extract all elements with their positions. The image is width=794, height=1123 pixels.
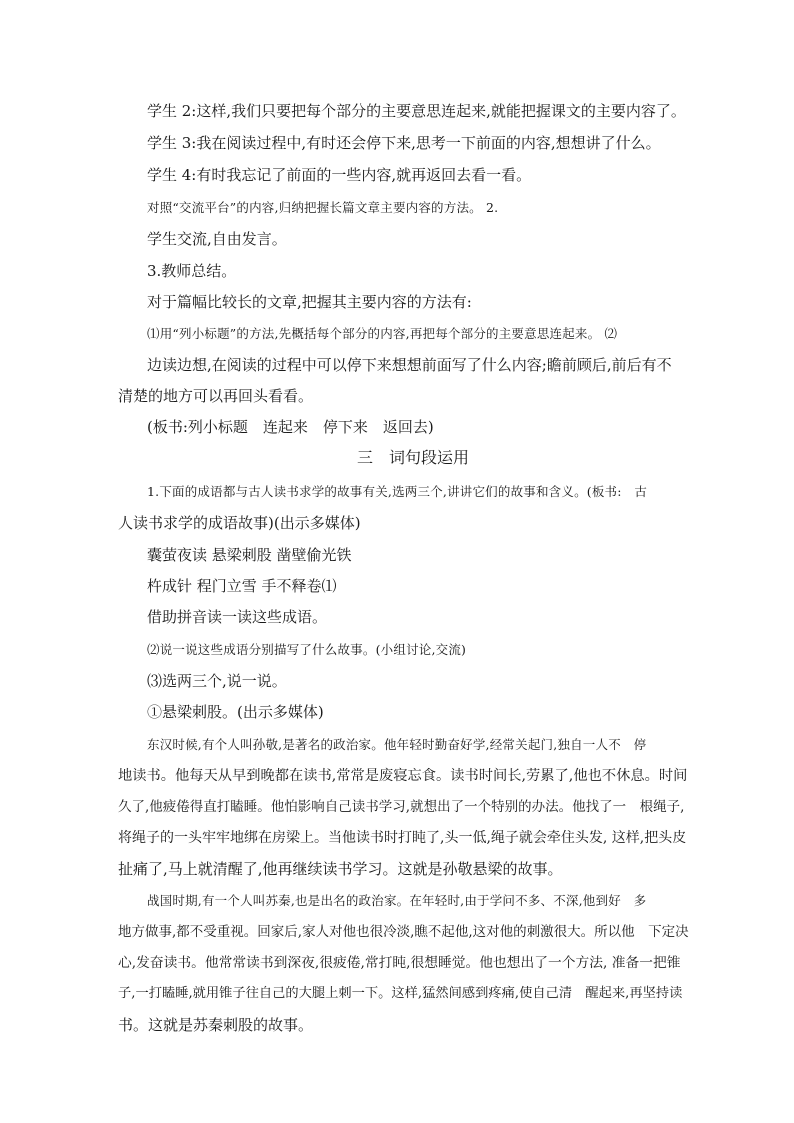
paragraph-student-3: 学生 3:我在阅读过程中,有时还会停下来,思考一下前面的内容,想想讲了什么。 bbox=[147, 134, 661, 152]
paragraph-idioms-task-line1: 1.下面的成语都与古人读书求学的故事有关,选两三个,讲讲它们的故事和含义。(板书: 古 bbox=[147, 484, 648, 499]
paragraph-compare-platform: 对照“交流平台”的内容,归纳把握长篇文章主要内容的方法。 2. bbox=[147, 200, 499, 215]
paragraph-describe-stories: ⑵说一说这些成语分别描写了什么故事。(小组讨论,交流) bbox=[147, 642, 467, 657]
paragraph-read-pinyin: 借助拼音读一读这些成语。 bbox=[147, 608, 328, 626]
section-heading: 三 词句段运用 bbox=[357, 448, 470, 467]
story-suqin-line5: 书。这就是苏秦刺股的故事。 bbox=[118, 1016, 314, 1034]
paragraph-methods-intro: 对于篇幅比较长的文章,把握其主要内容的方法有: bbox=[147, 293, 472, 311]
idiom-list-line1: 囊萤夜读 悬梁刺股 凿壁偷光铁 bbox=[147, 546, 352, 564]
paragraph-student-exchange: 学生交流,自由发言。 bbox=[147, 230, 287, 248]
idiom-list-line2: 杵成针 程门立雪 手不释卷⑴ bbox=[147, 577, 337, 595]
paragraph-board-notes: (板书:列小标题 连起来 停下来 返回去) bbox=[147, 418, 434, 436]
paragraph-student-4: 学生 4:有时我忘记了前面的一些内容,就再返回去看一看。 bbox=[147, 166, 532, 184]
paragraph-choose-two: ⑶选两三个,说一说。 bbox=[147, 672, 287, 690]
story-sunjing-line2: 地读书。他每天从早到晚都在读书,常常是废寝忘食。读书时间长,劳累了,他也不休息。时间 bbox=[118, 768, 688, 784]
paragraph-method-1: ⑴用“列小标题”的方法,先概括每个部分的内容,再把每个部分的主要意思连起来。 ⑵ bbox=[147, 326, 618, 341]
story-suqin-line4: 子,一打瞌睡,就用锥子往自己的大腿上刺一下。这样,猛然间感到疼痛,使自己清 醒起来,再坚持读 bbox=[118, 986, 683, 1001]
paragraph-method-2-line1: 边读边想,在阅读的过程中可以停下来想想前面写了什么内容;瞻前顾后,前后有不 bbox=[147, 356, 672, 374]
story-suqin-line2: 地方做事,都不受重视。回家后,家人对他也很冷淡,瞧不起他,这对他的刺激很大。所以他 下定决 bbox=[118, 924, 689, 940]
story-suqin-line1: 战国时期,有一个人叫苏秦,也是出名的政治家。在年轻时,由于学问不多、不深,他到好 多 bbox=[147, 893, 647, 908]
paragraph-xuanliang-title: ①悬梁刺股。(出示多媒体) bbox=[147, 703, 324, 721]
story-suqin-line3: 心,发奋读书。他常常读书到深夜,很疲倦,常打盹,很想睡觉。他也想出了一个方法, 准备一把锥 bbox=[118, 955, 681, 971]
story-sunjing-line5: 扯痛了,马上就清醒了,他再继续读书学习。这就是孙敬悬梁的故事。 bbox=[118, 860, 563, 878]
story-sunjing-line1: 东汉时候,有个人叫孙敬,是著名的政治家。他年轻时勤奋好学,经常关起门,独自一人不 停 bbox=[147, 737, 647, 752]
paragraph-teacher-summary: 3.教师总结。 bbox=[147, 262, 237, 280]
paragraph-idioms-task-line2: 人读书求学的成语故事)(出示多媒体) bbox=[118, 514, 361, 532]
paragraph-method-2-line2: 清楚的地方可以再回头看看。 bbox=[118, 387, 314, 405]
paragraph-student-2: 学生 2:这样,我们只要把每个部分的主要意思连起来,就能把握课文的主要内容了。 bbox=[147, 102, 686, 120]
story-sunjing-line3: 久了,他疲倦得直打瞌睡。他怕影响自己读书学习,就想出了一个特别的办法。他找了一 根绳子, bbox=[118, 799, 685, 815]
story-sunjing-line4: 将绳子的一头牢牢地绑在房梁上。当他读书时打盹了,头一低,绳子就会牵住头发, 这样,把头皮 bbox=[118, 830, 687, 846]
